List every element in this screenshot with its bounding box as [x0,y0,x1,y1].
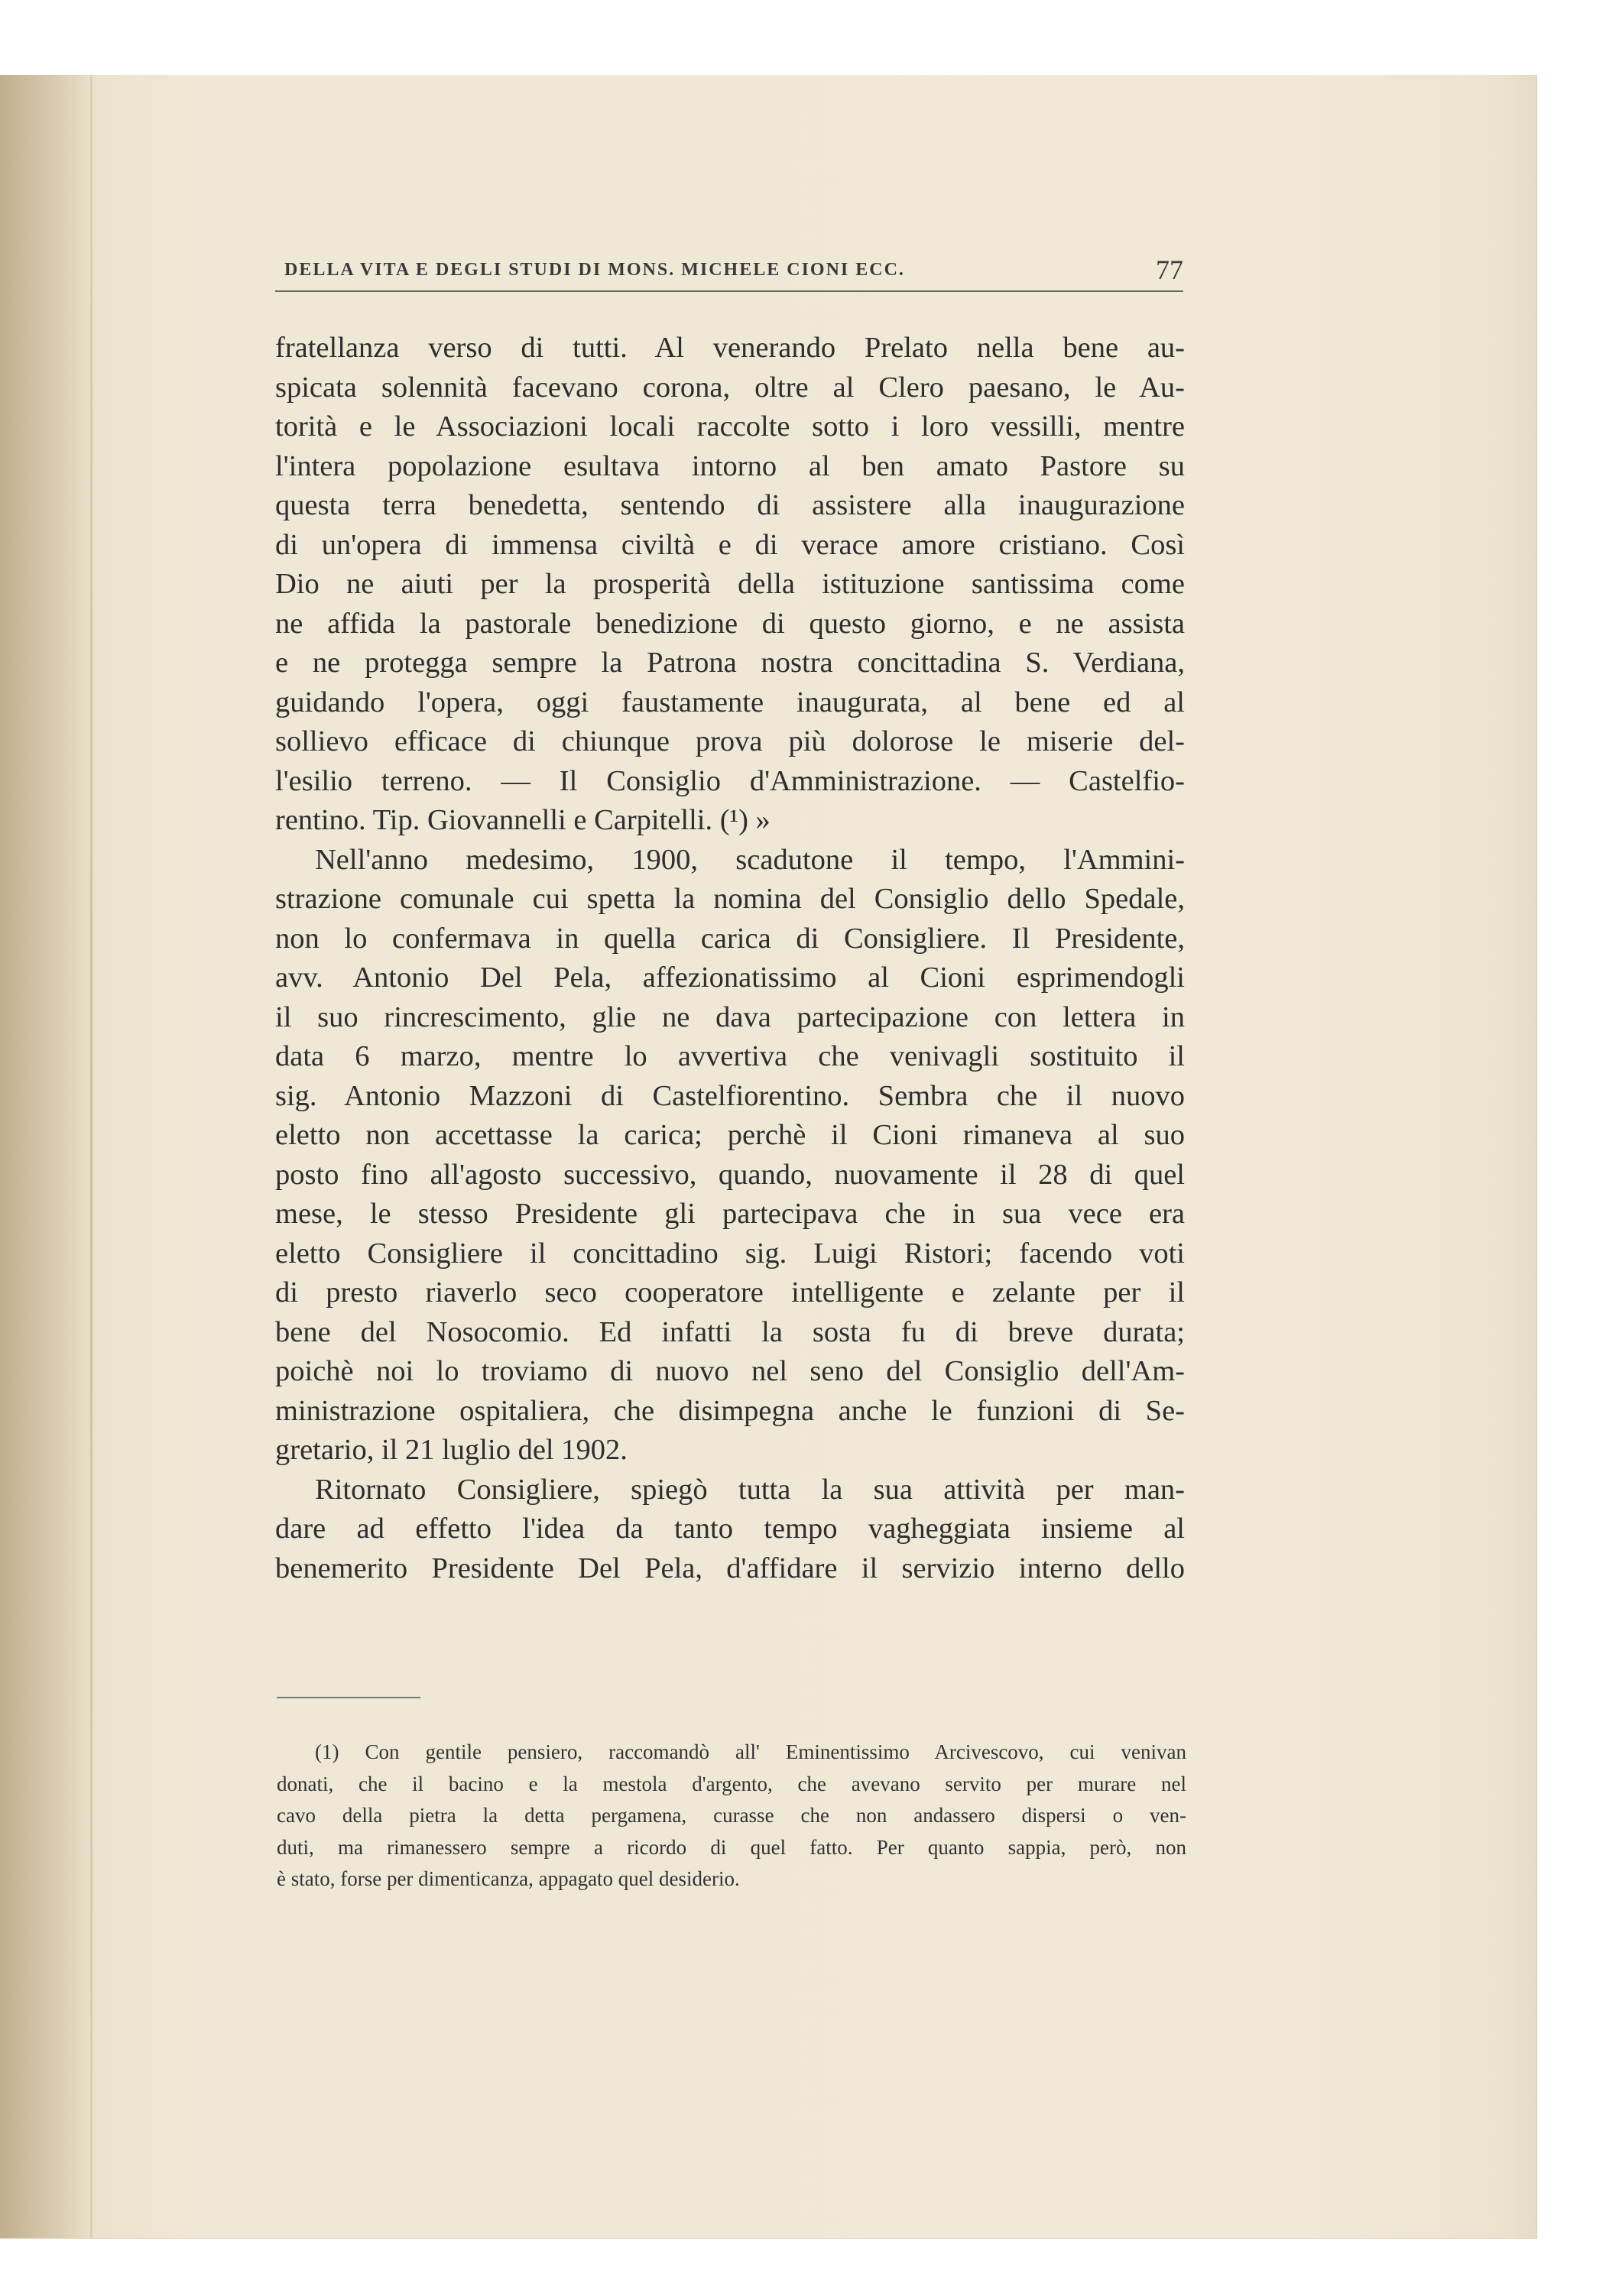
footnote-line: è stato, forse per dimenticanza, appagato quel desiderio. [277,1867,740,1890]
text-line: mese, le stesso Presidente gli partecipava che in sua vece era [275,1198,1185,1230]
text-line: fratellanza verso di tutti. Al venerando Prelato nella bene au- [275,332,1185,364]
text-line: data 6 marzo, mentre lo avvertiva che venivagli sostituito il [275,1040,1185,1072]
binding-shadow [0,75,92,2238]
text-line: strazione comunale cui spetta la nomina del Consiglio dello Spedale, [275,883,1185,915]
text-line: bene del Nosocomio. Ed infatti la sosta fu di breve durata; [275,1315,1185,1348]
text-line: sig. Antonio Mazzoni di Castelfiorentino. Sembra che il nuovo [275,1079,1185,1112]
text-line: avv. Antonio Del Pela, affezionatissimo al Cioni esprimendogli [275,962,1185,994]
text-line: l'esilio terreno. — Il Consiglio d'Amministrazione. — Castelfio- [275,764,1185,797]
text-line: eletto Consigliere il concittadino sig. Luigi Ristori; facendo voti [275,1237,1185,1270]
page-number: 77 [1156,255,1183,285]
text-line: di un'opera di immensa civiltà e di verace amore cristiano. Così [275,528,1185,561]
text-line: Dio ne aiuti per la prosperità della istituzione santissima come [275,568,1185,600]
body-text [275,329,1185,1588]
text-line: l'intera popolazione esultava intorno al ben amato Pastore su [275,449,1185,482]
footnote-line: duti, ma rimanessero sempre a ricordo di quel fatto. Per quanto sappia, però, non [277,1835,1186,1859]
text-line: questa terra benedetta, sentendo di assistere alla inaugurazione [275,489,1185,521]
footnote-separator [277,1697,420,1698]
text-line: e ne protegga sempre la Patrona nostra concittadina S. Verdiana, [275,647,1185,679]
text-line: benemerito Presidente Del Pela, d'affidare il servizio interno dello [275,1552,1185,1584]
binding-gutter [90,75,92,2238]
text-line: eletto non accettasse la carica; perchè il Cioni rimaneva al suo [275,1119,1185,1151]
text-line: torità e le Associazioni locali raccolte sotto i loro vessilli, mentre [275,410,1185,443]
text-line: di presto riaverlo seco cooperatore intelligente e zelante per il [275,1276,1185,1309]
text-line: guidando l'opera, oggi faustamente inaugurata, al bene ed al [275,686,1185,718]
running-head-title: DELLA VITA E DEGLI STUDI DI MONS. MICHELE CIONI ECC. [284,260,905,280]
text-line: posto fino all'agosto successivo, quando, nuovamente il 28 di quel [275,1158,1185,1191]
text-line: Ritornato Consigliere, spiegò tutta la sua attività per man- [315,1473,1185,1506]
text-line: sollievo efficace di chiunque prova più dolorose le miserie del- [275,725,1185,757]
text-line: non lo confermava in quella carica di Consigliere. Il Presidente, [275,922,1185,955]
footnotes [277,1737,1186,1895]
text-line: ne affida la pastorale benedizione di questo giorno, e ne assista [275,607,1185,640]
footnote-line: cavo della pietra la detta pergamena, curasse che non andassero dispersi o ven- [277,1804,1186,1827]
footnote-line: donati, che il bacino e la mestola d'argento, che avevano servito per murare nel [277,1772,1186,1795]
text-line: Nell'anno medesimo, 1900, scadutone il tempo, l'Ammini- [315,843,1185,876]
text-line: dare ad effetto l'idea da tanto tempo vagheggiata insieme al [275,1513,1185,1545]
text-line: gretario, il 21 luglio del 1902. [275,1434,628,1466]
text-line: ministrazione ospitaliera, che disimpegna anche le funzioni di Se- [275,1394,1185,1427]
text-line: poichè noi lo troviamo di nuovo nel seno del Consiglio dell'Am- [275,1355,1185,1387]
footnote-line: (1) Con gentile pensiero, raccomandò all' Eminentissimo Arcivescovo, cui venivan [315,1740,1186,1763]
text-line: spicata solennità facevano corona, oltre al Clero paesano, le Au- [275,371,1185,404]
text-line: il suo rincrescimento, glie ne dava partecipazione con lettera in [275,1000,1185,1033]
text-line: rentino. Tip. Giovannelli e Carpitelli. (¹) » [275,804,771,836]
running-head [275,252,1183,292]
